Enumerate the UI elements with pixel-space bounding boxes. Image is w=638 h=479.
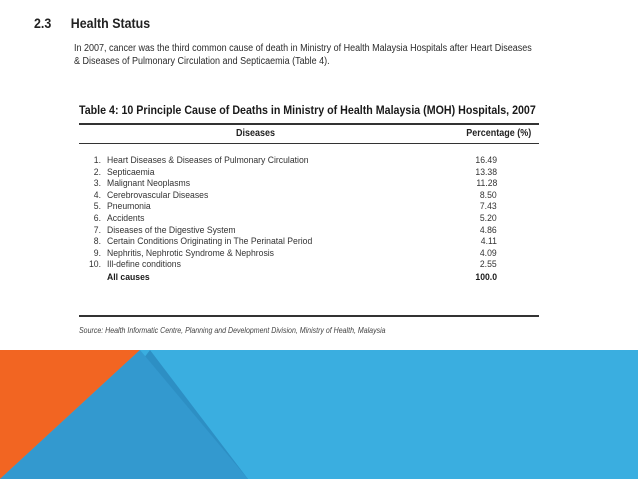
row-number: 5. (93, 201, 101, 213)
row-disease: Septicaemia (107, 166, 155, 178)
row-disease: Nephritis, Nephrotic Syndrome & Nephrosis (107, 247, 275, 259)
row-disease: Heart Diseases & Diseases of Pulmonary Circulation (107, 155, 309, 166)
section-title: Health Status (70, 16, 151, 31)
row-percentage: 4.09 (480, 247, 497, 259)
row-percentage: 16.49 (475, 155, 497, 166)
intro-line-2: & Diseases of Pulmonary Circulation and Septicaemia (Table 4). (74, 56, 330, 67)
row-number: 8. (93, 236, 101, 248)
row-percentage: 11.28 (476, 178, 497, 190)
row-percentage: 7.43 (480, 201, 497, 213)
row-number: 10. (88, 259, 101, 271)
total-value: 100.0 (475, 271, 497, 283)
row-number: 6. (93, 212, 101, 224)
row-disease: Ill-define conditions (107, 259, 181, 271)
row-percentage: 4.11 (480, 236, 497, 248)
row-number: 2. (93, 166, 101, 178)
row-number: 3. (93, 178, 101, 190)
table-title: Table 4: 10 Principle Cause of Deaths in Ministry of Health Malaysia (MOH) Hospitals, 2007 (79, 104, 536, 117)
row-percentage: 5.20 (480, 212, 497, 224)
row-disease: Cerebrovascular Diseases (107, 189, 209, 201)
row-disease: Malignant Neoplasms (107, 178, 191, 190)
total-label: All causes (107, 271, 150, 283)
row-number: 7. (93, 224, 101, 236)
source-note: Source: Health Informatic Centre, Planning and Development Division, Ministry of Health, Malaysia (79, 326, 386, 335)
header-diseases: Diseases (236, 128, 276, 139)
intro-line-1: In 2007, cancer was the third common cause of death in Ministry of Health Malaysia Hospitals after Heart Diseases (74, 43, 532, 54)
row-disease: Pneumonia (107, 201, 151, 213)
row-percentage: 2.55 (480, 259, 497, 271)
row-disease: Certain Conditions Originating in The Perinatal Period (107, 236, 313, 248)
row-number: 4. (93, 189, 101, 201)
row-number: 1. (93, 155, 101, 166)
header-percentage: Percentage (%) (465, 128, 531, 139)
section-number: 2.3 (34, 16, 52, 31)
row-disease: Diseases of the Digestive System (107, 224, 236, 236)
row-percentage: 8.50 (480, 189, 497, 201)
row-number: 9. (93, 247, 101, 259)
row-disease: Accidents (107, 212, 145, 224)
row-percentage: 4.86 (480, 224, 497, 236)
row-percentage: 13.38 (475, 166, 497, 178)
